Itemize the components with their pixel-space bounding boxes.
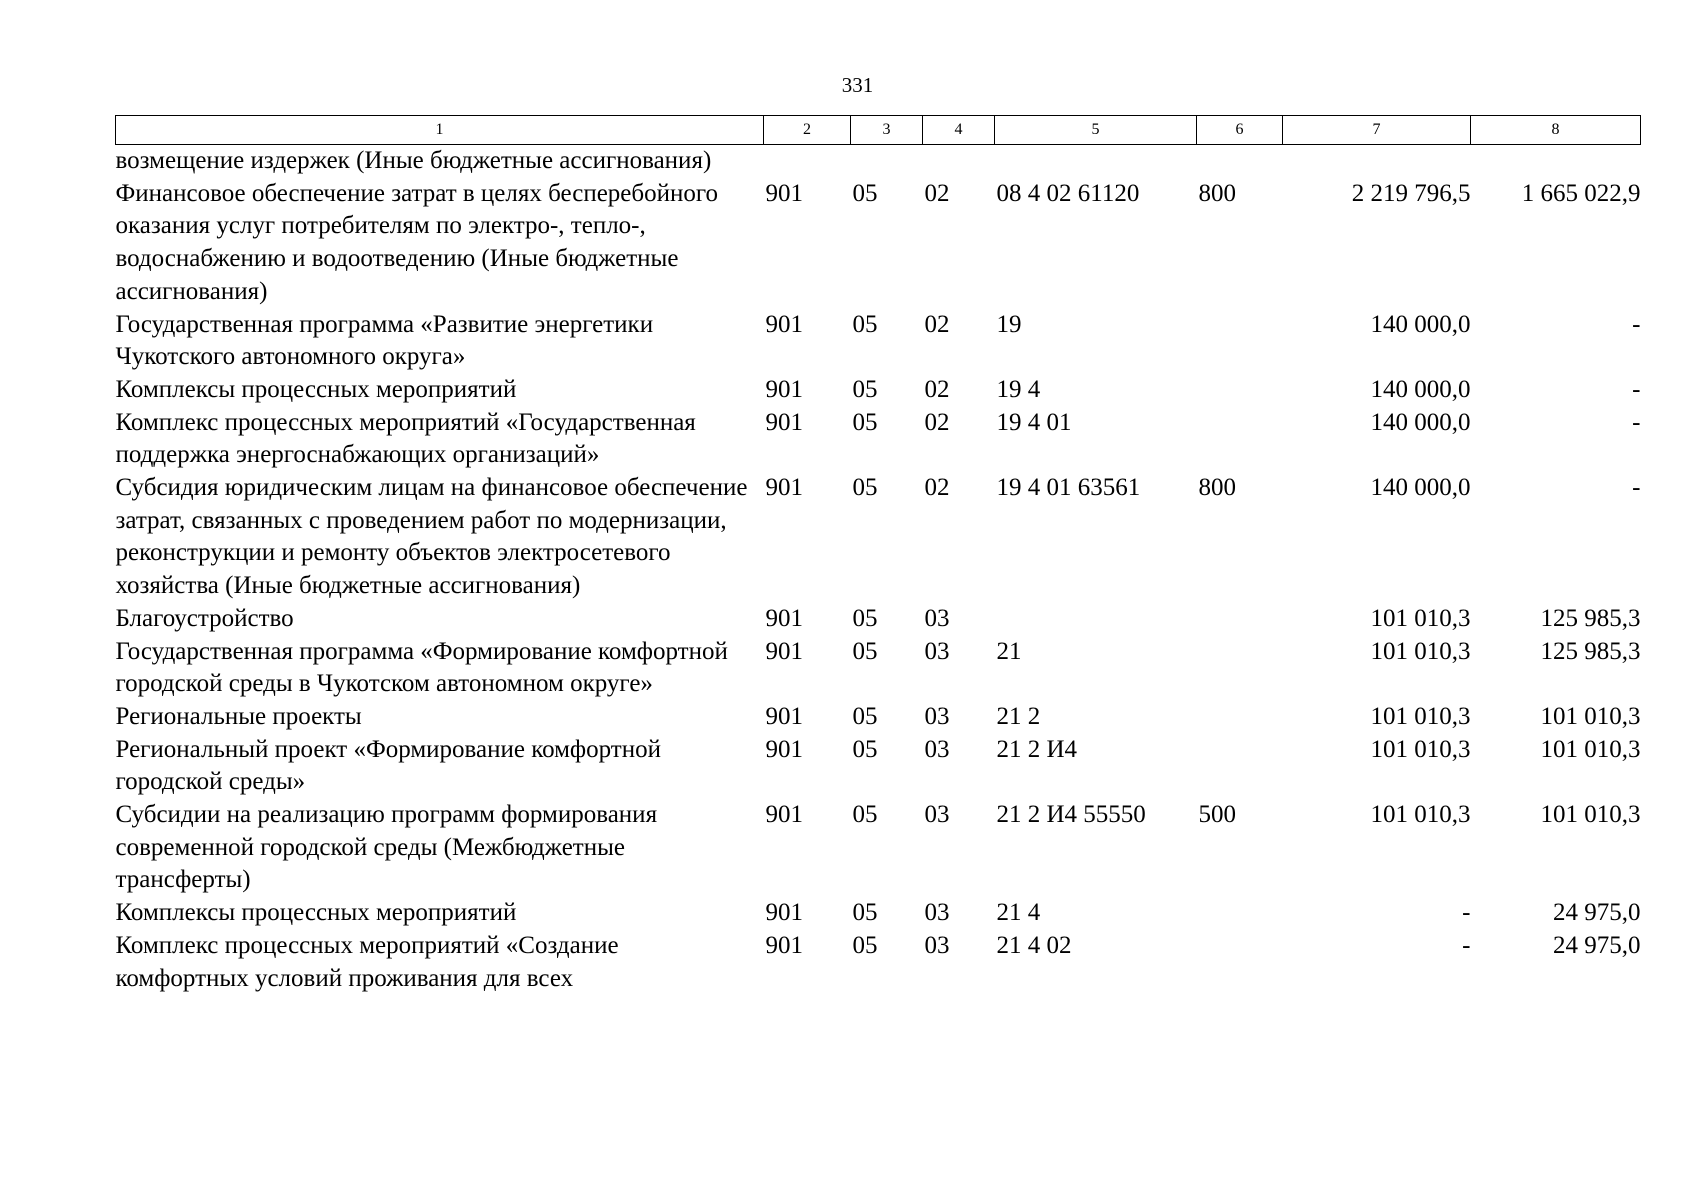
- amount-year-2: -: [1632, 310, 1641, 338]
- target-article-code: [995, 145, 1197, 178]
- row-name: Государственная программа «Формирование комфортной городской среды в Чукотском автономном округе»: [115, 637, 728, 698]
- section-code: 05: [852, 735, 878, 763]
- admin-code: 901: [765, 604, 803, 632]
- section-code: 05: [852, 899, 878, 927]
- row-name: Региональные проекты: [115, 702, 362, 730]
- row-name: Комплексы процессных мероприятий: [115, 375, 517, 403]
- table-row: [116, 701, 1641, 734]
- amount-year-1: 140 000,0: [1370, 310, 1471, 338]
- section-code: 05: [852, 637, 878, 665]
- row-name: возмещение издержек (Иные бюджетные ассигнования): [115, 147, 712, 174]
- target-article-code: 19 4 01: [996, 408, 1072, 436]
- table-row: [116, 145, 1641, 178]
- table-row: [116, 407, 1641, 472]
- target-article-code: 21 4 02: [996, 931, 1072, 959]
- expense-type-code: [1197, 701, 1283, 734]
- section-code: 05: [852, 375, 878, 403]
- subsection-code: 03: [924, 702, 950, 730]
- target-article-code: 08 4 02 61120: [996, 179, 1140, 207]
- amount-year-1: 101 010,3: [1370, 801, 1471, 829]
- amount-year-1: -: [1462, 899, 1471, 927]
- amount-year-2: -: [1632, 408, 1641, 436]
- table-row: [116, 897, 1641, 930]
- amount-year-1: [1283, 145, 1471, 178]
- column-header-7: 7: [1283, 116, 1471, 145]
- subsection-code: 03: [924, 637, 950, 665]
- amount-year-2: 101 010,3: [1540, 702, 1641, 730]
- expense-type-code: [1197, 374, 1283, 407]
- row-name: Комплекс процессных мероприятий «Государственная поддержка энергоснабжающих организаций»: [115, 408, 696, 469]
- amount-year-2: 101 010,3: [1540, 735, 1641, 763]
- column-header-3: 3: [851, 116, 923, 145]
- subsection-code: 03: [924, 931, 950, 959]
- section-code: 05: [852, 474, 878, 502]
- subsection-code: 03: [924, 604, 950, 632]
- admin-code: 901: [765, 474, 803, 502]
- table-row: [116, 178, 1641, 309]
- row-name: Субсидии на реализацию программ формирования современной городской среды (Межбюджетные трансферты): [115, 801, 658, 894]
- table-row: [116, 309, 1641, 374]
- table-row: [116, 472, 1641, 603]
- target-article-code: 21 2 И4: [996, 735, 1078, 763]
- subsection-code: 02: [924, 179, 950, 207]
- section-code: 05: [852, 408, 878, 436]
- column-header-1: 1: [116, 116, 764, 145]
- admin-code: 901: [765, 637, 803, 665]
- subsection-code: 03: [924, 735, 950, 763]
- table-row: [116, 374, 1641, 407]
- expense-type-code: [1197, 897, 1283, 930]
- amount-year-1: 101 010,3: [1370, 604, 1471, 632]
- amount-year-1: 101 010,3: [1370, 637, 1471, 665]
- expense-type-code: [1197, 309, 1283, 374]
- section-code: 05: [852, 931, 878, 959]
- row-name: Благоустройство: [115, 604, 294, 632]
- expense-type-code: [1197, 636, 1283, 701]
- amount-year-1: 2 219 796,5: [1351, 179, 1471, 207]
- column-header-4: 4: [923, 116, 995, 145]
- expense-type-code: [1197, 145, 1283, 178]
- target-article-code: [995, 603, 1197, 636]
- amount-year-2: -: [1632, 375, 1641, 403]
- target-article-code: 21 2 И4 55550: [996, 801, 1146, 829]
- section-code: [851, 145, 923, 178]
- admin-code: 901: [765, 702, 803, 730]
- table-row: [116, 603, 1641, 636]
- admin-code: 901: [765, 931, 803, 959]
- column-header-6: 6: [1197, 116, 1283, 145]
- subsection-code: 02: [924, 408, 950, 436]
- row-name: Финансовое обеспечение затрат в целях бесперебойного оказания услуг потребителям по электро-, тепло-, водоснабжению и водоотведению (Иные бюджетные ассигнования): [115, 179, 719, 305]
- target-article-code: 19 4 01 63561: [996, 474, 1141, 502]
- subsection-code: 03: [924, 801, 950, 829]
- subsection-code: 02: [924, 310, 950, 338]
- row-name: Комплекс процессных мероприятий «Создание комфортных условий проживания для всех: [115, 931, 619, 992]
- row-name: Комплексы процессных мероприятий: [115, 899, 517, 927]
- row-name: Региональный проект «Формирование комфортной городской среды»: [115, 735, 661, 796]
- row-name: Государственная программа «Развитие энергетики Чукотского автономного округа»: [115, 310, 654, 371]
- amount-year-2: 24 975,0: [1553, 931, 1641, 959]
- admin-code: 901: [765, 179, 803, 207]
- table-row: [116, 930, 1641, 995]
- target-article-code: 21 2: [996, 702, 1041, 730]
- admin-code: 901: [765, 899, 803, 927]
- row-name: Субсидия юридическим лицам на финансовое обеспечение затрат, связанных с проведением работ по модернизации, реконструкции и ремонту объектов электросетевого хозяйства (Иные бюджетные ассигнования): [115, 474, 748, 600]
- page-number: 331: [841, 73, 874, 97]
- expense-type-code: [1197, 734, 1283, 799]
- subsection-code: 03: [924, 899, 950, 927]
- table-row: [116, 636, 1641, 701]
- expense-type-code: [1197, 407, 1283, 472]
- admin-code: [764, 145, 851, 178]
- amount-year-1: 140 000,0: [1370, 408, 1471, 436]
- amount-year-2: 24 975,0: [1553, 899, 1641, 927]
- amount-year-2: 125 985,3: [1540, 604, 1641, 632]
- table-header-row: [116, 116, 1641, 145]
- subsection-code: 02: [924, 474, 950, 502]
- amount-year-2: [1471, 145, 1641, 178]
- amount-year-1: -: [1462, 931, 1471, 959]
- target-article-code: 19: [996, 310, 1022, 338]
- section-code: 05: [852, 310, 878, 338]
- admin-code: 901: [765, 735, 803, 763]
- table-row: [116, 799, 1641, 897]
- table-row: [116, 734, 1641, 799]
- column-header-5: 5: [995, 116, 1197, 145]
- section-code: 05: [852, 801, 878, 829]
- amount-year-1: 140 000,0: [1370, 474, 1471, 502]
- budget-table: [115, 115, 1641, 995]
- column-header-8: 8: [1471, 116, 1641, 145]
- admin-code: 901: [765, 375, 803, 403]
- amount-year-2: 101 010,3: [1540, 801, 1641, 829]
- amount-year-2: -: [1632, 474, 1641, 502]
- target-article-code: 21 4: [996, 899, 1041, 927]
- section-code: 05: [852, 702, 878, 730]
- subsection-code: 02: [924, 375, 950, 403]
- admin-code: 901: [765, 801, 803, 829]
- column-header-2: 2: [764, 116, 851, 145]
- amount-year-1: 101 010,3: [1370, 735, 1471, 763]
- target-article-code: 21: [996, 637, 1022, 665]
- expense-type-code: [1197, 930, 1283, 995]
- amount-year-1: 101 010,3: [1370, 702, 1471, 730]
- admin-code: 901: [765, 408, 803, 436]
- section-code: 05: [852, 604, 878, 632]
- amount-year-2: 1 665 022,9: [1521, 179, 1641, 207]
- section-code: 05: [852, 179, 878, 207]
- amount-year-2: 125 985,3: [1540, 637, 1641, 665]
- expense-type-code: 500: [1198, 801, 1236, 829]
- subsection-code: [923, 145, 995, 178]
- target-article-code: 19 4: [996, 375, 1041, 403]
- amount-year-1: 140 000,0: [1370, 375, 1471, 403]
- admin-code: 901: [765, 310, 803, 338]
- expense-type-code: 800: [1198, 179, 1236, 207]
- expense-type-code: 800: [1198, 474, 1236, 502]
- expense-type-code: [1197, 603, 1283, 636]
